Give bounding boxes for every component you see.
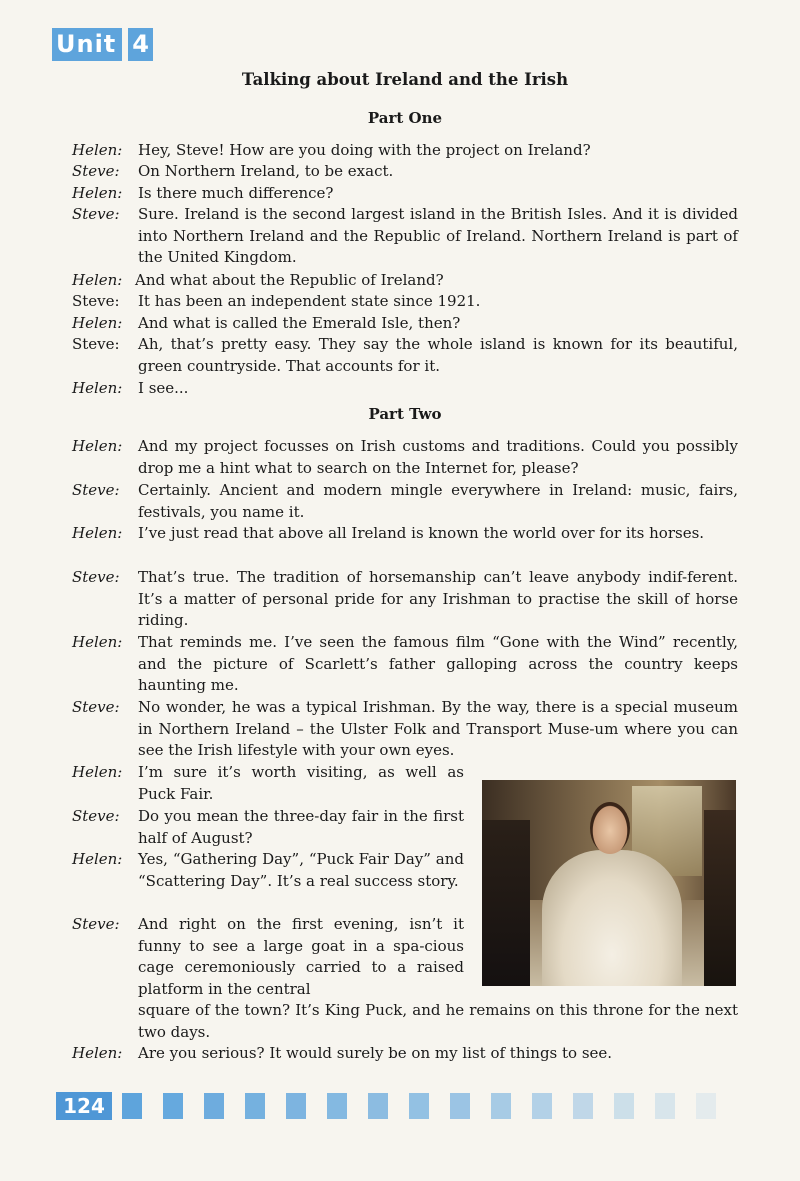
utterance: That reminds me. I’ve seen the famous film “Gone with the Wind” recently, and the picture of Scarlett’s father galloping across the country keeps haunting me.: [138, 633, 738, 695]
utterance: I’ve just read that above all Ireland is known the world over for its horses.: [138, 524, 705, 542]
speaker: Steve:: [72, 335, 120, 353]
footer-decoration: [122, 1093, 737, 1119]
utterance: Are you serious? It would surely be on my list of things to see.: [138, 1044, 613, 1062]
speaker: [72, 1000, 138, 1043]
utterance: Do you mean the three-day fair in the first half of August?: [138, 807, 464, 847]
unit-label: Unit: [52, 28, 122, 61]
utterance: I see...: [138, 379, 189, 397]
speaker: Helen:: [72, 524, 123, 542]
film-still-photo: [482, 780, 736, 986]
speaker: Helen:: [72, 141, 123, 159]
dialog-line: [72, 140, 738, 162]
speaker: Helen:: [72, 437, 123, 455]
unit-number: 4: [128, 28, 153, 61]
speaker: Helen:: [72, 763, 123, 781]
utterance: square of the town? It’s King Puck, and he remains on this throne for the next two days.: [138, 1001, 738, 1041]
dialog-line: [72, 313, 738, 335]
dialog-line: [72, 334, 738, 377]
page-footer: [56, 1092, 737, 1120]
speaker: Steve:: [72, 915, 120, 933]
utterance: And my project focusses on Irish customs and traditions. Could you possibly drop me a hint what to search on the Internet for, please?: [138, 437, 738, 477]
speaker: Steve:: [72, 698, 120, 716]
speaker: Helen:: [72, 633, 123, 651]
dialog-line: [72, 849, 464, 892]
dialog-line: [72, 1043, 738, 1065]
utterance: That’s true. The tradition of horsemanship can’t leave anybody indif-ferent. It’s a matter of personal pride for any Irishman to practise the skill of horse riding.: [138, 568, 738, 630]
utterance: It has been an independent state since 1921.: [138, 292, 481, 310]
dialog-line: [72, 480, 738, 523]
speaker: Steve:: [72, 568, 120, 586]
page-number: 124: [56, 1092, 112, 1120]
dialog-line: [72, 270, 738, 292]
dialog-line: [72, 183, 738, 205]
utterance: And right on the first evening, isn’t it funny to see a large goat in a spa-cious cage ceremoniously carried to a raised platform in the central: [138, 915, 464, 998]
speaker: Helen:: [72, 1044, 123, 1062]
speaker: Helen:: [72, 850, 123, 868]
utterance: Yes, “Gathering Day”, “Puck Fair Day” and “Scattering Day”. It’s a real success story.: [138, 850, 464, 890]
utterance: And what is called the Emerald Isle, then?: [138, 314, 461, 332]
dialog-line: [72, 291, 738, 313]
speaker: Helen:: [72, 314, 123, 332]
speaker: Steve:: [72, 205, 120, 223]
speaker: Steve:: [72, 807, 120, 825]
dialog-line: [72, 762, 464, 805]
dialog-line: [72, 697, 738, 762]
speaker: Steve:: [72, 481, 120, 499]
dialog-line: [72, 523, 738, 545]
utterance: Sure. Ireland is the second largest island in the British Isles. And it is divided into Northern Ireland and the Republic of Ireland. Northern Ireland is part of the United Kingdom.: [138, 205, 738, 267]
dialog-line: [72, 806, 464, 849]
utterance: And what about the Republic of Ireland?: [135, 271, 444, 289]
part-one-heading: Part One: [367, 109, 443, 127]
speaker: Helen:: [72, 184, 123, 202]
utterance: Ah, that’s pretty easy. They say the whole island is known for its beautiful, green countryside. That accounts for it.: [138, 335, 738, 375]
speaker: Steve:: [72, 292, 120, 310]
dialog-line: [72, 378, 738, 400]
speaker: Helen:: [72, 379, 123, 397]
dialog-line: [72, 161, 738, 183]
speaker: Helen:: [72, 271, 123, 289]
page-title: Talking about Ireland and the Irish: [241, 70, 569, 89]
utterance: Certainly. Ancient and modern mingle everywhere in Ireland: music, fairs, festivals, you name it.: [138, 481, 738, 521]
utterance: No wonder, he was a typical Irishman. By the way, there is a special museum in Northern Ireland – the Ulster Folk and Transport Muse-um where you can see the Irish lifestyle with your own eyes.: [138, 698, 738, 760]
unit-header: [52, 28, 153, 61]
utterance: I’m sure it’s worth visiting, as well as Puck Fair.: [138, 763, 464, 803]
utterance: Is there much difference?: [138, 184, 334, 202]
utterance: Hey, Steve! How are you doing with the project on Ireland?: [138, 141, 591, 159]
utterance: On Northern Ireland, to be exact.: [138, 162, 394, 180]
speaker: Steve:: [72, 162, 120, 180]
dialog-line: [72, 204, 738, 269]
dialog-line: [72, 914, 464, 1000]
part-two-heading: Part Two: [368, 405, 442, 423]
dialog-line: [72, 1000, 738, 1043]
dialog-line: [72, 632, 738, 697]
dialog-line: [72, 567, 738, 632]
dialog-line: [72, 436, 738, 479]
